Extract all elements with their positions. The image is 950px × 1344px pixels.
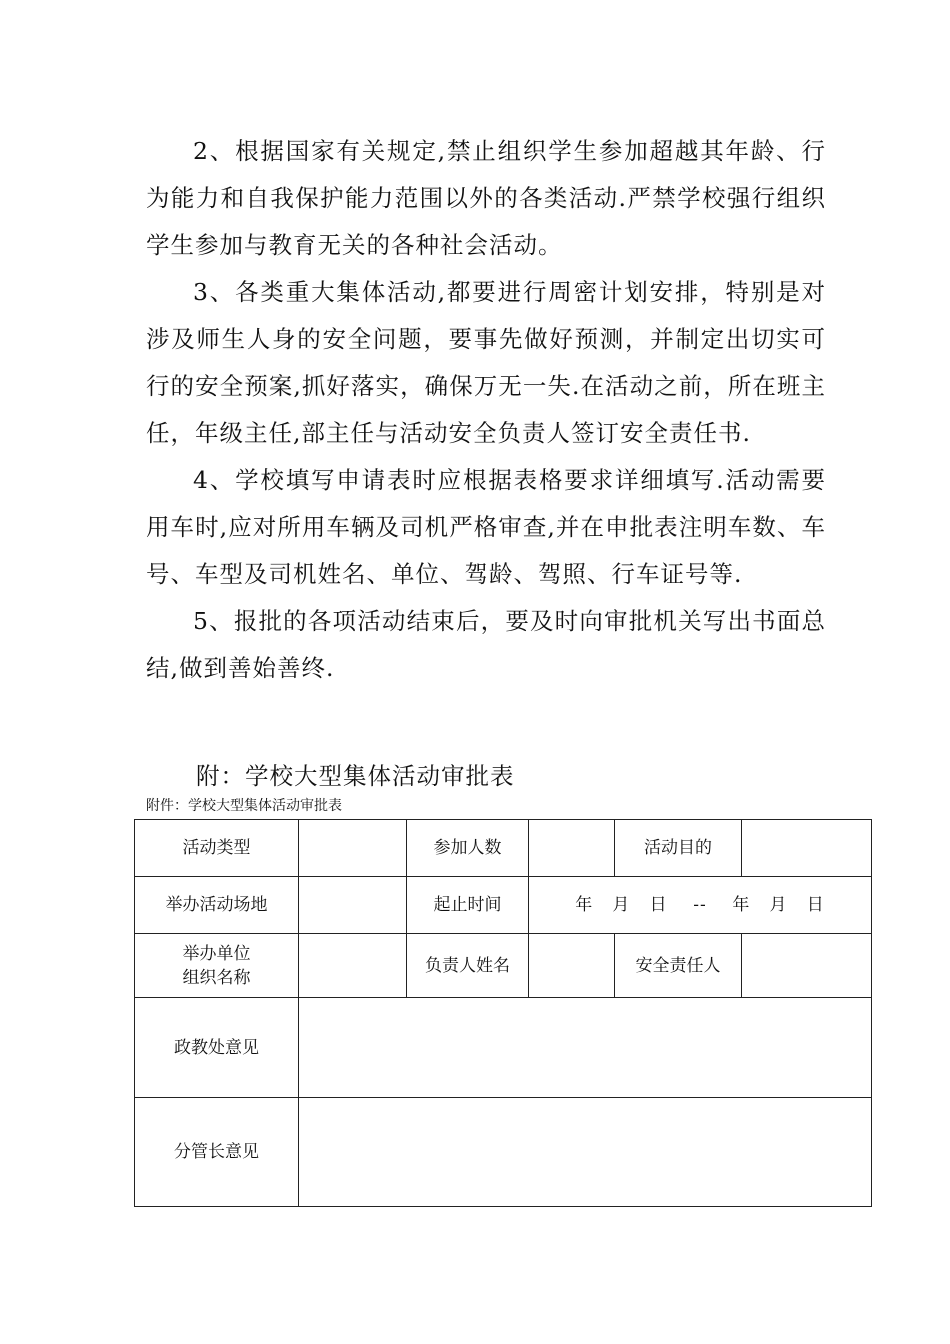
appendix-title: 附：学校大型集体活动审批表 — [196, 762, 515, 790]
purpose-field[interactable] — [742, 820, 872, 877]
politics-office-label: 政教处意见 — [135, 998, 299, 1098]
venue-field[interactable] — [299, 877, 407, 934]
table-row — [135, 934, 872, 998]
table-row — [135, 877, 872, 934]
activity-approval-table — [134, 819, 872, 1207]
paragraph-4: 4、学校填写申请表时应根据表格要求详细填写.活动需要用车时,应对所用车辆及司机严格审查,并在申批表注明车数、车号、车型及司机姓名、单位、驾龄、驾照、行车证号等. — [146, 466, 826, 588]
politics-office-opinion-field[interactable] — [299, 998, 872, 1098]
paragraph-5: 5、报批的各项活动结束后，要及时向审批机关写出书面总结,做到善始善终. — [146, 607, 826, 682]
purpose-label: 活动目的 — [615, 820, 742, 877]
regulations-body — [146, 128, 826, 692]
organizer-label-line2: 组织名称 — [182, 967, 251, 988]
table-caption: 附件：学校大型集体活动审批表 — [146, 798, 342, 814]
safety-officer-field[interactable] — [742, 934, 872, 998]
venue-label: 举办活动场地 — [135, 877, 299, 934]
participants-label: 参加人数 — [407, 820, 529, 877]
table-row — [135, 820, 872, 877]
organizer-label-line1: 举办单位 — [182, 943, 251, 964]
deputy-head-opinion-field[interactable] — [299, 1098, 872, 1207]
paragraph-3: 3、各类重大集体活动,都要进行周密计划安排，特别是对涉及师生人身的安全问题，要事先做好预测，并制定出切实可行的安全预案,抓好落实，确保万无一失.在活动之前，所在班主任，年级主任,部主任与活动安全负责人签订安全责任书. — [146, 278, 826, 447]
activity-type-field[interactable] — [299, 820, 407, 877]
organizer-label — [135, 934, 299, 998]
organizer-field[interactable] — [299, 934, 407, 998]
safety-officer-label: 安全责任人 — [615, 934, 742, 998]
paragraph-2: 2、根据国家有关规定,禁止组织学生参加超越其年龄、行为能力和自我保护能力范围以外的各类活动.严禁学校强行组织学生参加与教育无关的各种社会活动。 — [146, 137, 826, 259]
leader-field[interactable] — [529, 934, 615, 998]
activity-type-label: 活动类型 — [135, 820, 299, 877]
leader-label: 负责人姓名 — [407, 934, 529, 998]
participants-field[interactable] — [529, 820, 615, 877]
deputy-head-label: 分管长意见 — [135, 1098, 299, 1207]
period-field[interactable]: 年 月 日 -- 年 月 日 — [529, 877, 872, 934]
table-row — [135, 998, 872, 1098]
table-row — [135, 1098, 872, 1207]
period-label: 起止时间 — [407, 877, 529, 934]
